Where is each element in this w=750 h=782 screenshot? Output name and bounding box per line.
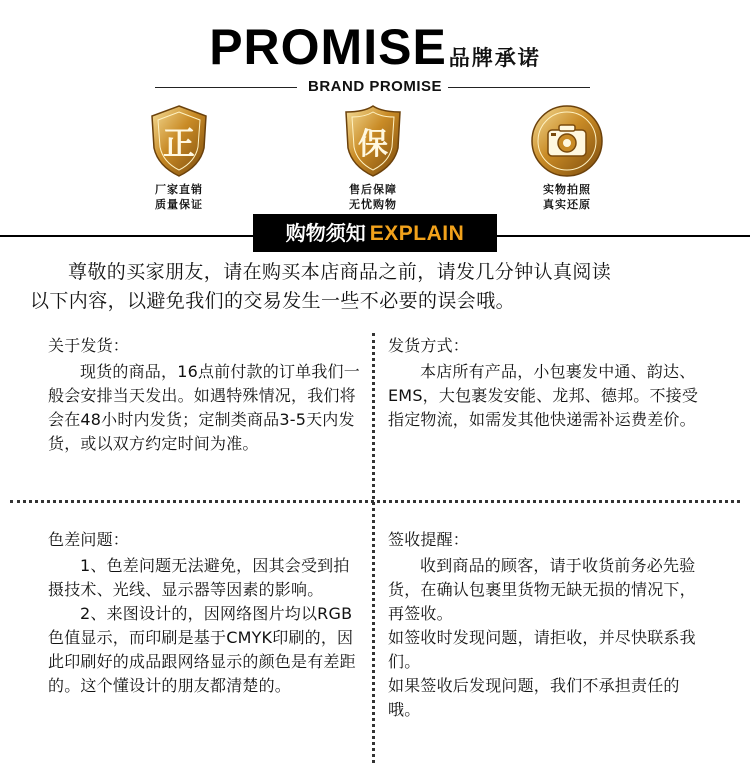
brand-promise-subtitle: BRAND PROMISE xyxy=(307,78,442,95)
intro-line-2: 以下内容，以避免我们的交易发生一些不必要的误会哦。 xyxy=(30,290,516,312)
promise-header xyxy=(0,19,750,75)
badge-genuine xyxy=(124,104,234,212)
badge-caption-2: 真实还原 xyxy=(543,198,591,211)
title-cn: 品牌承诺 xyxy=(448,46,541,70)
svg-text:保: 保 xyxy=(358,127,388,162)
section-shipping-method xyxy=(388,334,706,432)
zheng-shield-icon xyxy=(148,104,210,178)
section-title: 色差问题： xyxy=(48,530,130,549)
badge-caption-2: 无忧购物 xyxy=(349,198,397,211)
section-paragraph: 1、色差问题无法避免，因其会受到拍摄技术、光线、显示器等因素的影响。 xyxy=(48,556,350,599)
horizontal-dotted-divider xyxy=(10,500,740,503)
title-en: PROMISE xyxy=(209,19,447,75)
badge-aftersale xyxy=(318,104,428,212)
intro-line-1: 尊敬的买家朋友，请在购买本店商品之前，请发几分钟认真阅读 xyxy=(68,261,612,283)
badge-caption-1: 售后保障 xyxy=(349,183,397,196)
section-body: 现货的商品，16点前付款的订单我们一般会安排当天发出。如遇特殊情况，我们将会在48小时内发货；定制类商品3-5天内发货，或以双方约定时间为准。 xyxy=(48,362,360,453)
section-paragraph: 2、来图设计的，因网络图片均以RGB色值显示，而印刷是基于CMYK印刷的，因此印刷好的成品跟网络显示的颜色是有差距的。这个懂设计的朋友都清楚的。 xyxy=(48,604,356,695)
section-title: 关于发货： xyxy=(48,336,130,355)
section-paragraph: 如果签收后发现问题，我们不承担责任的哦。 xyxy=(388,676,680,719)
section-color-difference xyxy=(48,528,360,698)
section-title: 发货方式： xyxy=(388,336,470,355)
bao-shield-icon xyxy=(342,104,404,178)
camera-icon xyxy=(530,104,604,178)
explain-banner xyxy=(0,210,750,252)
section-receipt-reminder xyxy=(388,528,706,722)
intro-paragraph xyxy=(30,258,730,316)
section-shipping xyxy=(48,334,360,456)
badge-caption-1: 厂家直销 xyxy=(155,183,203,196)
explain-box xyxy=(253,214,497,252)
section-paragraph: 收到商品的顾客，请于收货前务必先验货，在确认包裹里货物无缺无损的情况下，再签收。 xyxy=(388,556,696,623)
section-body: 本店所有产品，小包裹发中通、韵达、EMS，大包裹发安能、龙邦、德邦。不接受指定物流，如需发其他快递需补运费差价。 xyxy=(388,362,699,429)
explain-en: EXPLAIN xyxy=(369,222,465,245)
svg-text:正: 正 xyxy=(162,124,196,162)
section-title: 签收提醒： xyxy=(388,530,470,549)
explain-cn: 购物须知 xyxy=(285,221,366,245)
brand-promise-row xyxy=(0,76,750,98)
divider-right xyxy=(448,87,590,88)
badge-real-photo xyxy=(512,104,622,212)
section-paragraph: 如签收时发现问题，请拒收，并尽快联系我们。 xyxy=(388,628,696,671)
badge-caption-2: 质量保证 xyxy=(155,198,203,211)
badge-caption-1: 实物拍照 xyxy=(543,183,591,196)
vertical-dotted-divider xyxy=(372,333,375,763)
